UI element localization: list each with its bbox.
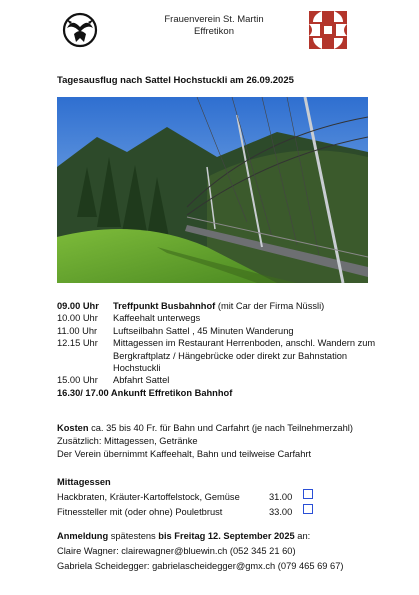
contact-1: Claire Wagner: clairewagner@bluewin.ch (052 345 21 60) [57, 546, 296, 556]
costs-line-2: Zusätzlich: Mittagessen, Getränke [57, 436, 198, 446]
cross-logo-icon [309, 11, 347, 49]
meal-checkbox[interactable] [303, 504, 313, 514]
schedule [57, 300, 387, 399]
schedule-row [57, 300, 387, 312]
schedule-text: Mittagessen im Restaurant Herrenboden, anschl. Wandern zum Bergkraftplatz / Hängebrücke oder direkt zur Bahnstation Hochstuckli [113, 338, 376, 374]
organization-name [150, 14, 278, 38]
meal-checkbox[interactable] [303, 489, 313, 499]
schedule-row [57, 374, 387, 386]
document-title: Tagesausflug nach Sattel Hochstuckli am 26.09.2025 [57, 75, 294, 86]
schedule-text: Luftseilbahn Sattel , 45 Minuten Wanderung [113, 325, 294, 336]
schedule-time: 09.00 Uhr [57, 301, 99, 311]
costs-section [57, 422, 387, 461]
schedule-row [57, 312, 387, 324]
schedule-time: 10.00 Uhr [57, 313, 98, 324]
registration-text: spätestens [108, 531, 159, 541]
meal-price: 31.00 [269, 492, 293, 502]
costs-line-3: Der Verein übernimmt Kaffeehalt, Bahn und teilweise Carfahrt [57, 449, 312, 459]
schedule-text: Kaffeehalt unterwegs [113, 313, 201, 324]
contact-2: Gabriela Scheidegger: gabrielascheidegger@gmx.ch (079 465 69 67) [57, 561, 344, 571]
schedule-time: 12.15 Uhr [57, 338, 98, 349]
schedule-row [57, 337, 387, 374]
bird-wings-logo-icon [62, 12, 98, 48]
schedule-time: 11.00 Uhr [57, 325, 98, 336]
arrival-line: 16.30/ 17.00 Ankunft Effretikon Bahnhof [57, 387, 233, 398]
registration-label: Anmeldung [57, 531, 109, 541]
schedule-text: (mit Car der Firma Nüssli) [215, 301, 325, 311]
meal-name: Fitnessteller mit (oder ohne) Pouletbrust [57, 507, 223, 517]
registration-deadline: bis Freitag 12. September 2025 [158, 531, 295, 541]
registration-section [57, 529, 387, 574]
org-line-1: Frauenverein St. Martin [164, 14, 264, 25]
registration-end: an: [294, 531, 311, 541]
org-line-2: Effretikon [194, 26, 234, 37]
schedule-bold-text: Treffpunkt Busbahnhof [113, 301, 216, 311]
costs-label: Kosten [57, 423, 89, 433]
costs-line-1: ca. 35 bis 40 Fr. für Bahn und Carfahrt (je nach Teilnehmerzahl) [88, 423, 353, 433]
schedule-time: 15.00 Uhr [57, 375, 98, 386]
schedule-text: Abfahrt Sattel [113, 375, 170, 386]
schedule-row [57, 325, 387, 337]
meals-heading: Mittagessen [57, 477, 111, 487]
meal-option [57, 507, 357, 520]
meal-price: 33.00 [269, 507, 293, 517]
suspension-bridge-photo [57, 97, 368, 283]
meal-name: Hackbraten, Kräuter-Kartoffelstock, Gemüse [57, 492, 240, 502]
